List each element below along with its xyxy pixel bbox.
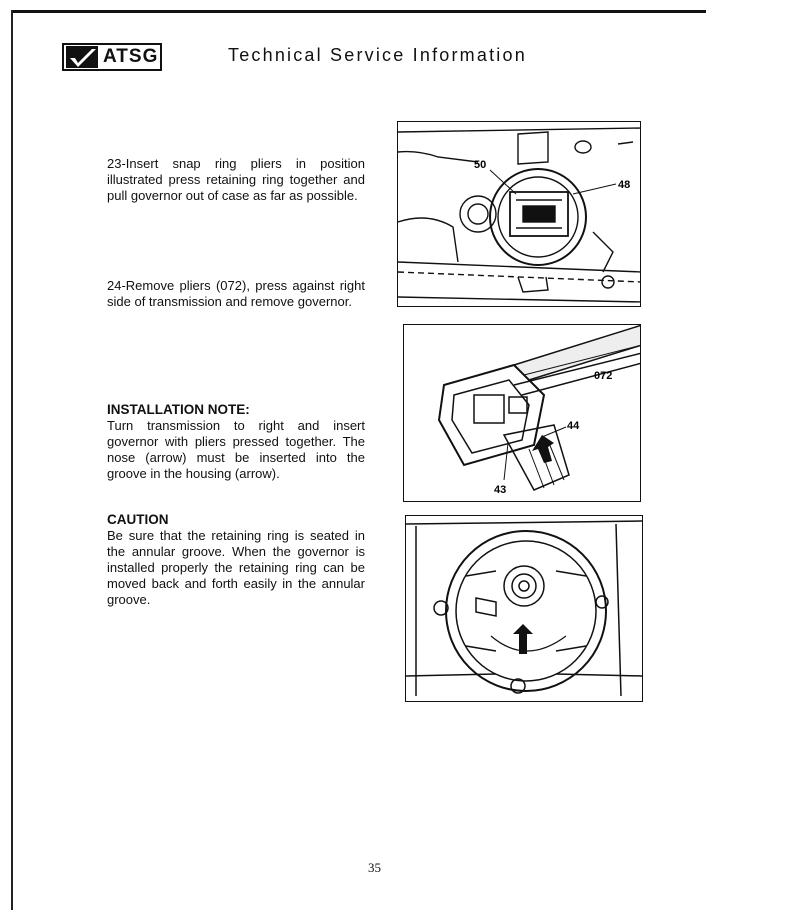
page-title: Technical Service Information	[228, 45, 527, 65]
caution-note	[107, 512, 365, 608]
left-margin-rule	[11, 10, 13, 910]
figure-label-44: 44	[567, 420, 580, 432]
step-24-text: 24-Remove pliers (072), press against right side of transmission and remove governor.	[107, 278, 365, 309]
page-number: 35	[368, 860, 381, 875]
figure-governor-installed	[405, 515, 643, 702]
caution-heading: CAUTION	[107, 512, 169, 527]
pliers-governor-illustration	[404, 325, 641, 502]
governor-removal-illustration	[398, 122, 641, 307]
step-23-text: 23-Insert snap ring pliers in position illustrated press retaining ring together and pull governor out of case as far as possible.	[107, 156, 365, 203]
atsg-logo	[62, 43, 162, 71]
installation-note-heading: INSTALLATION NOTE:	[107, 402, 250, 417]
figure-pliers-072	[403, 324, 641, 502]
installation-note	[107, 402, 365, 482]
governor-installed-illustration	[406, 516, 643, 702]
top-rule	[12, 10, 706, 13]
logo-check-icon	[66, 46, 98, 68]
logo-text: ATSG	[103, 46, 159, 67]
figure-label-50: 50	[474, 159, 487, 171]
figure-governor-removal	[397, 121, 641, 307]
installation-note-text: Turn transmission to right and insert governor with pliers pressed together. The nose (arrow) must be inserted into the groove in the housing (arrow).	[107, 418, 365, 481]
figure-label-43: 43	[494, 484, 507, 496]
caution-text: Be sure that the retaining ring is seated in the annular groove. When the governor is installed properly the retaining ring can be moved back and forth easily in the annular groove.	[107, 528, 365, 607]
figure-label-48: 48	[618, 179, 631, 191]
figure-label-072: 072	[594, 370, 613, 382]
